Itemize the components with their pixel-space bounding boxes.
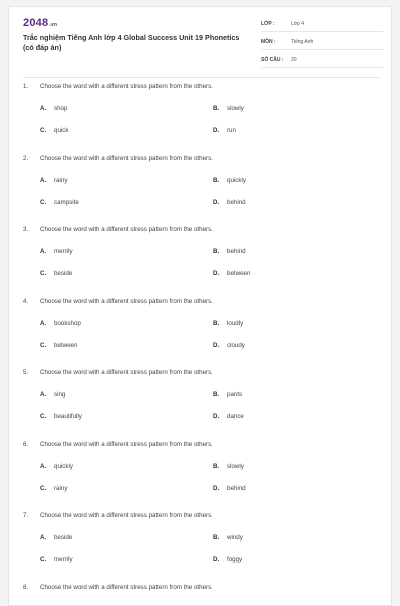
answer-option[interactable] bbox=[213, 485, 246, 492]
question-text: Choose the word with a different stress pattern from the others. bbox=[40, 583, 213, 591]
option-letter: D. bbox=[213, 127, 220, 134]
answer-option[interactable] bbox=[40, 105, 67, 112]
option-text: between bbox=[227, 270, 251, 277]
option-text: beside bbox=[54, 270, 73, 277]
option-text: beautifully bbox=[54, 413, 82, 420]
question-prompt bbox=[23, 226, 383, 236]
option-letter: A. bbox=[40, 462, 47, 470]
option-letter: C. bbox=[40, 198, 47, 206]
option-letter: C. bbox=[40, 270, 47, 277]
option-text: quick bbox=[54, 127, 69, 134]
meta-value: Lớp 4 bbox=[291, 21, 305, 27]
answer-option[interactable] bbox=[213, 463, 244, 470]
answer-option[interactable] bbox=[213, 413, 244, 420]
question-item bbox=[23, 297, 383, 349]
meta-label: LỚP : bbox=[261, 21, 275, 27]
logo-suffix: .vn bbox=[49, 22, 58, 28]
option-letter: C. bbox=[40, 413, 47, 420]
option-text: campsite bbox=[54, 198, 79, 206]
option-text: slowly bbox=[227, 105, 244, 112]
meta-row-subject bbox=[261, 36, 383, 50]
question-number: 6. bbox=[23, 440, 29, 448]
question-prompt bbox=[23, 441, 383, 451]
answer-option[interactable] bbox=[40, 270, 72, 277]
option-letter: D. bbox=[213, 270, 220, 277]
question-prompt bbox=[23, 83, 383, 93]
question-prompt bbox=[23, 155, 383, 165]
answer-option[interactable] bbox=[213, 391, 242, 398]
option-letter: D. bbox=[213, 198, 220, 206]
option-text: quickly bbox=[227, 176, 246, 184]
option-letter: D. bbox=[213, 413, 220, 420]
option-text: windy bbox=[227, 534, 243, 541]
option-letter: A. bbox=[40, 391, 47, 398]
answer-option[interactable] bbox=[40, 413, 82, 420]
option-text: sing bbox=[54, 391, 66, 398]
question-text: Choose the word with a different stress pattern from the others. bbox=[40, 440, 213, 448]
option-letter: A. bbox=[40, 248, 47, 255]
logo-text: 2048 bbox=[23, 17, 49, 29]
option-text: merrily bbox=[54, 248, 73, 255]
option-letter: D. bbox=[213, 341, 220, 349]
question-text: Choose the word with a different stress pattern from the others. bbox=[40, 369, 213, 376]
option-text: foggy bbox=[227, 556, 243, 563]
answer-option[interactable] bbox=[40, 320, 81, 327]
option-letter: B. bbox=[213, 391, 220, 398]
meta-row-grade bbox=[261, 18, 383, 32]
question-number: 7. bbox=[23, 512, 29, 519]
option-letter: C. bbox=[40, 127, 47, 134]
option-text: bookshop bbox=[54, 319, 81, 327]
question-number: 8. bbox=[23, 583, 29, 591]
answer-option[interactable] bbox=[40, 127, 68, 134]
answer-option[interactable] bbox=[40, 534, 72, 541]
answer-option[interactable] bbox=[213, 177, 246, 184]
question-number: 5. bbox=[23, 369, 29, 376]
option-text: shop bbox=[54, 105, 68, 112]
worksheet-title: Trắc nghiệm Tiếng Anh lớp 4 Global Success Unit 19 Phonetics (có đáp án) bbox=[23, 33, 240, 52]
option-letter: A. bbox=[40, 105, 47, 112]
question-prompt bbox=[23, 298, 383, 308]
meta-info bbox=[261, 18, 383, 72]
question-item bbox=[23, 584, 383, 594]
option-text: merrily bbox=[54, 556, 73, 563]
option-text: dance bbox=[227, 413, 244, 420]
question-number: 2. bbox=[23, 154, 29, 162]
question-item bbox=[23, 83, 383, 134]
option-text: run bbox=[227, 127, 236, 134]
question-prompt bbox=[23, 369, 383, 379]
question-item bbox=[23, 226, 383, 277]
question-item bbox=[23, 512, 383, 563]
question-text: Choose the word with a different stress pattern from the others. bbox=[40, 512, 213, 519]
option-text: between bbox=[54, 341, 78, 349]
question-item bbox=[23, 154, 383, 206]
question-number: 1. bbox=[23, 83, 29, 90]
option-letter: D. bbox=[213, 556, 220, 563]
question-item bbox=[23, 440, 383, 492]
option-text: quickly bbox=[54, 462, 73, 470]
answer-option[interactable] bbox=[40, 248, 73, 255]
worksheet-header bbox=[9, 7, 391, 71]
question-text: Choose the word with a different stress pattern from the others. bbox=[40, 226, 213, 233]
question-text: Choose the word with a different stress pattern from the others. bbox=[40, 83, 213, 90]
answer-option[interactable] bbox=[213, 320, 243, 327]
option-letter: B. bbox=[213, 248, 220, 255]
meta-label: SỐ CÂU : bbox=[261, 57, 284, 63]
question-text: Choose the word with a different stress pattern from the others. bbox=[40, 154, 213, 162]
meta-label: MÔN : bbox=[261, 39, 276, 45]
answer-option[interactable] bbox=[213, 534, 243, 541]
option-text: behind bbox=[227, 198, 246, 206]
meta-value: Tiếng Anh bbox=[291, 39, 314, 45]
answer-option[interactable] bbox=[213, 270, 250, 277]
question-number: 3. bbox=[23, 226, 29, 233]
question-item bbox=[23, 369, 383, 420]
site-logo[interactable] bbox=[23, 17, 57, 29]
answer-option[interactable] bbox=[40, 391, 65, 398]
answer-option[interactable] bbox=[213, 127, 236, 134]
question-prompt bbox=[23, 584, 383, 594]
option-text: beside bbox=[54, 534, 73, 541]
option-text: pants bbox=[227, 391, 243, 398]
option-text: behind bbox=[227, 484, 246, 492]
option-letter: C. bbox=[40, 341, 47, 349]
answer-option[interactable] bbox=[213, 105, 244, 112]
option-letter: B. bbox=[213, 176, 220, 184]
option-letter: B. bbox=[213, 319, 220, 327]
answer-option[interactable] bbox=[213, 199, 246, 206]
answer-option[interactable] bbox=[40, 177, 67, 184]
option-letter: A. bbox=[40, 176, 47, 184]
question-text: Choose the word with a different stress pattern from the others. bbox=[40, 297, 213, 305]
option-letter: B. bbox=[213, 462, 220, 470]
option-text: behind bbox=[227, 248, 246, 255]
answer-option[interactable] bbox=[213, 248, 246, 255]
header-divider bbox=[23, 77, 379, 78]
option-letter: D. bbox=[213, 484, 220, 492]
option-letter: B. bbox=[213, 534, 220, 541]
option-letter: A. bbox=[40, 534, 47, 541]
meta-value: 20 bbox=[291, 57, 297, 63]
answer-option[interactable] bbox=[213, 556, 242, 563]
answer-option[interactable] bbox=[213, 342, 245, 349]
question-number: 4. bbox=[23, 297, 29, 305]
question-prompt bbox=[23, 512, 383, 522]
answer-option[interactable] bbox=[40, 342, 77, 349]
option-text: loudly bbox=[227, 319, 244, 327]
answer-option[interactable] bbox=[40, 199, 79, 206]
option-letter: C. bbox=[40, 556, 47, 563]
worksheet bbox=[8, 6, 392, 606]
option-text: slowly bbox=[227, 462, 244, 470]
option-letter: C. bbox=[40, 484, 47, 492]
answer-option[interactable] bbox=[40, 485, 67, 492]
option-text: rainy bbox=[54, 484, 68, 492]
answer-option[interactable] bbox=[40, 556, 73, 563]
option-letter: A. bbox=[40, 319, 47, 327]
answer-option[interactable] bbox=[40, 463, 73, 470]
meta-row-count bbox=[261, 54, 383, 68]
option-text: cloudy bbox=[227, 341, 245, 349]
option-text: rainy bbox=[54, 176, 68, 184]
option-letter: B. bbox=[213, 105, 220, 112]
